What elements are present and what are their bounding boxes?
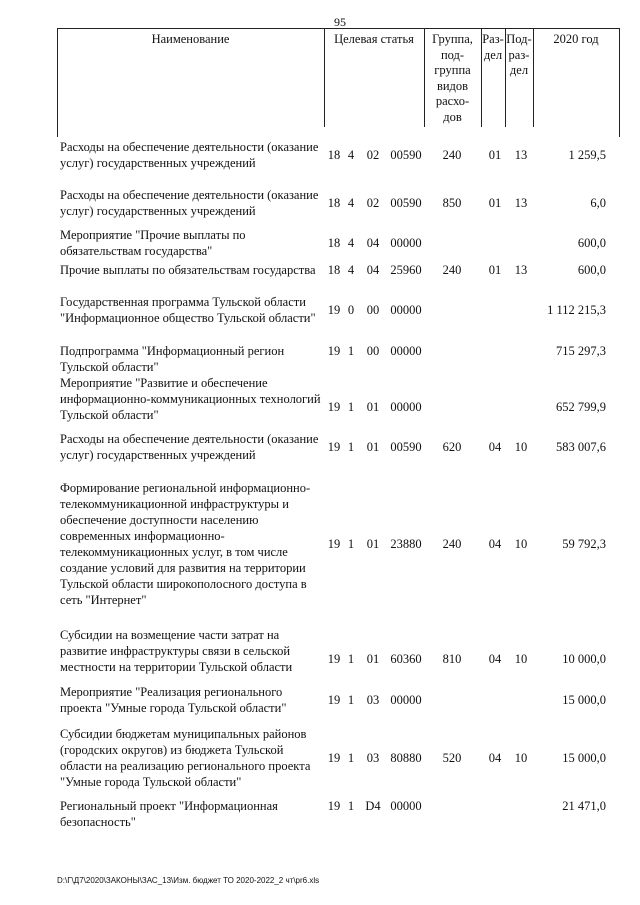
- row-name: Расходы на обеспечение деятельности (оказание услуг) государственных учреждений: [60, 432, 319, 462]
- row-p: 18: [327, 196, 341, 210]
- row-p: 19: [327, 799, 341, 813]
- row-d: 00590: [390, 440, 422, 454]
- row-d: 00000: [390, 303, 422, 317]
- header-name: Наименование: [151, 32, 230, 46]
- row-d: 00000: [390, 400, 422, 414]
- row-amount: 652 799,9: [556, 400, 606, 414]
- row-p: 19: [327, 344, 341, 358]
- row-s: 1: [347, 693, 355, 707]
- row-d: 00000: [390, 236, 422, 250]
- row-amount: 59 792,3: [562, 537, 606, 551]
- file-path-footer: D:\Г\Д7\2020\ЗАКОНЫ\ЗАС_13\Изм. бюджет ТО 2020-2022_2 чт\pr6.xls: [57, 876, 320, 885]
- row-s: 1: [347, 537, 355, 551]
- row-amount: 1 112 215,3: [547, 303, 606, 317]
- row-amount: 15 000,0: [562, 693, 606, 707]
- row-e: 01: [366, 400, 380, 414]
- row-s: 1: [347, 400, 355, 414]
- row-e: 03: [366, 751, 380, 765]
- row-name: Субсидии бюджетам муниципальных районов (городских округов) из бюджета Тульской области на реализацию регионального проекта "Умные города Тульской области": [60, 727, 311, 789]
- row-name: Подпрограмма "Информационный регион Тульской области": [60, 344, 285, 374]
- row-s: 4: [347, 263, 355, 277]
- row-pr: 13: [514, 196, 528, 210]
- row-e: 02: [366, 148, 380, 162]
- row-name: Мероприятие "Реализация регионального проекта "Умные города Тульской области": [60, 685, 287, 715]
- row-s: 4: [347, 148, 355, 162]
- row-amount: 600,0: [577, 263, 606, 277]
- header-group: Группа, под- группа видов расхо- дов: [432, 32, 473, 124]
- row-pr: 13: [514, 148, 528, 162]
- row-d: 00000: [390, 799, 422, 813]
- row-d: 23880: [390, 537, 422, 551]
- row-name: Государственная программа Тульской области "Информационное общество Тульской области": [60, 295, 316, 325]
- row-s: 1: [347, 751, 355, 765]
- row-pr: 10: [514, 751, 528, 765]
- row-pr: 10: [514, 537, 528, 551]
- row-amount: 15 000,0: [562, 751, 606, 765]
- header-subsection: Под- раз- дел: [506, 32, 532, 77]
- row-vr: 620: [442, 440, 462, 454]
- row-d: 00590: [390, 196, 422, 210]
- row-s: 4: [347, 236, 355, 250]
- row-e: 00: [366, 344, 380, 358]
- row-p: 19: [327, 440, 341, 454]
- row-amount: 6,0: [590, 196, 606, 210]
- row-vr: 240: [442, 263, 462, 277]
- row-pr: 10: [514, 440, 528, 454]
- header-year: 2020 год: [553, 32, 599, 46]
- row-rz: 04: [488, 440, 502, 454]
- row-p: 19: [327, 652, 341, 666]
- row-name: Региональный проект "Информационная безопасность": [60, 799, 278, 829]
- row-vr: 810: [442, 652, 462, 666]
- header-target: Целевая статья: [334, 32, 414, 46]
- row-e: 01: [366, 652, 380, 666]
- row-vr: 520: [442, 751, 462, 765]
- row-d: 60360: [390, 652, 422, 666]
- row-s: 0: [347, 303, 355, 317]
- row-p: 18: [327, 263, 341, 277]
- row-p: 18: [327, 236, 341, 250]
- row-d: 80880: [390, 751, 422, 765]
- row-rz: 01: [488, 263, 502, 277]
- row-name: Прочие выплаты по обязательствам государства: [60, 263, 316, 277]
- row-s: 1: [347, 652, 355, 666]
- row-vr: 240: [442, 537, 462, 551]
- row-p: 19: [327, 400, 341, 414]
- row-d: 00000: [390, 693, 422, 707]
- row-amount: 10 000,0: [562, 652, 606, 666]
- row-p: 18: [327, 148, 341, 162]
- row-s: 1: [347, 799, 355, 813]
- row-p: 19: [327, 537, 341, 551]
- row-e: 04: [366, 263, 380, 277]
- row-e: 01: [366, 537, 380, 551]
- row-pr: 13: [514, 263, 528, 277]
- row-vr: 850: [442, 196, 462, 210]
- row-d: 00000: [390, 344, 422, 358]
- row-p: 19: [327, 693, 341, 707]
- row-amount: 600,0: [577, 236, 606, 250]
- row-rz: 04: [488, 537, 502, 551]
- header-section: Раз- дел: [482, 32, 504, 62]
- row-d: 25960: [390, 263, 422, 277]
- row-rz: 01: [488, 148, 502, 162]
- row-e: D4: [365, 799, 381, 813]
- row-rz: 04: [488, 751, 502, 765]
- row-e: 03: [366, 693, 380, 707]
- row-amount: 715 297,3: [556, 344, 606, 358]
- row-pr: 10: [514, 652, 528, 666]
- row-e: 02: [366, 196, 380, 210]
- row-name: Субсидии на возмещение части затрат на развитие инфраструктуры связи в сельской местности на территории Тульской области: [60, 628, 293, 674]
- row-p: 19: [327, 751, 341, 765]
- row-s: 4: [347, 196, 355, 210]
- row-name: Мероприятие "Развитие и обеспечение информационно-коммуникационных технологий Тульской области": [60, 376, 321, 422]
- row-s: 1: [347, 440, 355, 454]
- row-d: 00590: [390, 148, 422, 162]
- row-amount: 583 007,6: [556, 440, 606, 454]
- row-amount: 21 471,0: [562, 799, 606, 813]
- row-name: Расходы на обеспечение деятельности (оказание услуг) государственных учреждений: [60, 188, 319, 218]
- row-e: 01: [366, 440, 380, 454]
- row-e: 00: [366, 303, 380, 317]
- row-name: Расходы на обеспечение деятельности (оказание услуг) государственных учреждений: [60, 140, 319, 170]
- row-e: 04: [366, 236, 380, 250]
- row-amount: 1 259,5: [568, 148, 606, 162]
- row-rz: 01: [488, 196, 502, 210]
- row-vr: 240: [442, 148, 462, 162]
- page-number: 95: [334, 15, 346, 29]
- row-s: 1: [347, 344, 355, 358]
- row-name: Мероприятие "Прочие выплаты по обязательствам государства": [60, 228, 246, 258]
- row-p: 19: [327, 303, 341, 317]
- row-name: Формирование региональной информационно-телекоммуникационной инфраструктуры и обеспечение доступности населению современных информационно-телекоммуникационных услуг, в том числе создание условий для развития на территории Тульской области широкополосного доступа в сеть "Интернет": [60, 481, 311, 607]
- table-header: [57, 28, 619, 127]
- row-rz: 04: [488, 652, 502, 666]
